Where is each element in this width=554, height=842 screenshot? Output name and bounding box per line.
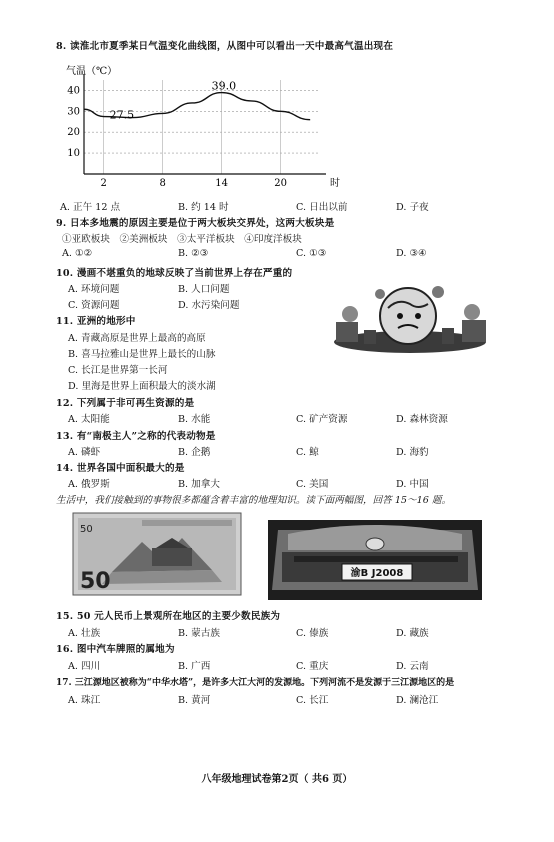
q16-option-b[interactable]: B. 广西 <box>178 661 211 672</box>
q9-option-c[interactable]: C. ①③ <box>296 248 327 259</box>
q10-option-c[interactable]: C. 资源问题 <box>68 300 120 311</box>
q14-option-c[interactable]: C. 美国 <box>296 479 329 490</box>
q11-option-a[interactable]: A. 青藏高原是世界上最高的高原 <box>68 333 206 344</box>
q11-option-b[interactable]: B. 喜马拉雅山是世界上最长的山脉 <box>68 349 216 360</box>
q8-option-c[interactable]: C. 日出以前 <box>296 202 348 213</box>
q11-option-c[interactable]: C. 长江是世界第一长河 <box>68 365 168 376</box>
q15-option-a[interactable]: A. 壮族 <box>68 628 101 639</box>
q8-option-b[interactable]: B. 约 14 时 <box>178 202 229 213</box>
q12-stem: 12. 下列属于非可再生资源的是 <box>56 398 195 409</box>
q9-option-b[interactable]: B. ②③ <box>178 248 209 259</box>
q12-option-b[interactable]: B. 水能 <box>178 414 211 425</box>
intro-text: 生活中，我们接触到的事物很多都蕴含着丰富的地理知识。读下面两幅图，回答 15～16 题。 <box>56 495 452 506</box>
q14-option-b[interactable]: B. 加拿大 <box>178 479 220 490</box>
q9-stem: 9. 日本多地震的原因主要是位于两大板块交界处，这两大板块是 <box>56 218 335 229</box>
q8-stem: 8. 读淮北市夏季某日气温变化曲线图，从图中可以看出一天中最高气温出现在 <box>56 41 394 52</box>
q15-option-b[interactable]: B. 蒙古族 <box>178 628 220 639</box>
q15-option-c[interactable]: C. 傣族 <box>296 628 329 639</box>
overburdened-earth-cartoon <box>330 282 492 354</box>
q8-option-d[interactable]: D. 子夜 <box>396 202 429 213</box>
q17-option-c[interactable]: C. 长江 <box>296 695 329 706</box>
q13-option-c[interactable]: C. 鲸 <box>296 447 319 458</box>
car-plate-image <box>268 520 482 600</box>
x-axis-label: 时 <box>330 178 340 189</box>
y-tick-label: 40 <box>67 85 80 97</box>
q17-option-d[interactable]: D. 澜沧江 <box>396 695 439 706</box>
q12-option-a[interactable]: A. 太阳能 <box>68 414 110 425</box>
plate-number: 渝B J2008 <box>350 568 404 579</box>
q10-option-b[interactable]: B. 人口问题 <box>178 284 230 295</box>
page-footer: 八年级地理试卷第2页（ 共6 页） <box>201 774 353 785</box>
q17-option-b[interactable]: B. 黄河 <box>178 695 211 706</box>
q13-option-d[interactable]: D. 海豹 <box>396 447 429 458</box>
y-tick-label: 30 <box>67 106 80 118</box>
y-axis-label: 气温（℃） <box>66 66 118 77</box>
q10-stem: 10. 漫画不堪重负的地球反映了当前世界上存在严重的 <box>56 268 293 279</box>
y-tick-label: 20 <box>67 127 80 139</box>
q9-option-a[interactable]: A. ①② <box>62 248 93 259</box>
q15-stem: 15. 50 元人民币上景观所在地区的主要少数民族为 <box>56 611 281 622</box>
q8-option-a[interactable]: A. 正午 12 点 <box>60 202 121 213</box>
banknote-corner-value: 50 <box>80 524 93 535</box>
q14-option-a[interactable]: A. 俄罗斯 <box>68 479 110 490</box>
q12-option-d[interactable]: D. 森林资源 <box>396 414 448 425</box>
q10-option-d[interactable]: D. 水污染问题 <box>178 300 240 311</box>
annotation-min-temp: 27.5 <box>109 108 135 122</box>
q9-items: ①亚欧板块 ②美洲板块 ③太平洋板块 ④印度洋板块 <box>62 234 302 245</box>
x-tick-label: 2 <box>100 178 107 189</box>
q14-stem: 14. 世界各国中面积最大的是 <box>56 463 185 474</box>
q14-option-d[interactable]: D. 中国 <box>396 479 429 490</box>
q15-option-d[interactable]: D. 藏族 <box>396 628 429 639</box>
x-tick-label: 20 <box>274 178 288 189</box>
q13-option-a[interactable]: A. 磷虾 <box>68 447 101 458</box>
banknote-image <box>72 512 242 596</box>
temperature-chart <box>62 62 342 192</box>
q10-option-a[interactable]: A. 环境问题 <box>68 284 120 295</box>
q12-option-c[interactable]: C. 矿产资源 <box>296 414 348 425</box>
x-tick-label: 14 <box>215 178 229 189</box>
q11-option-d[interactable]: D. 里海是世界上面积最大的淡水湖 <box>68 381 216 392</box>
q16-option-a[interactable]: A. 四川 <box>68 661 101 672</box>
annotation-max-temp: 39.0 <box>211 79 237 93</box>
q16-option-c[interactable]: C. 重庆 <box>296 661 329 672</box>
q11-stem: 11. 亚洲的地形中 <box>56 316 136 327</box>
q17-option-a[interactable]: A. 珠江 <box>68 695 101 706</box>
banknote-value: 50 <box>80 569 111 594</box>
y-tick-label: 10 <box>67 148 80 160</box>
q17-stem: 17. 三江源地区被称为“中华水塔”，是许多大江大河的发源地。下列河流不是发源于三江源地区的是 <box>56 678 455 688</box>
q9-option-d[interactable]: D. ③④ <box>396 248 427 259</box>
q16-stem: 16. 图中汽车牌照的属地为 <box>56 644 175 655</box>
q16-option-d[interactable]: D. 云南 <box>396 661 429 672</box>
q13-option-b[interactable]: B. 企鹅 <box>178 447 211 458</box>
q13-stem: 13. 有“南极主人”之称的代表动物是 <box>56 431 216 442</box>
x-tick-label: 8 <box>159 178 166 189</box>
